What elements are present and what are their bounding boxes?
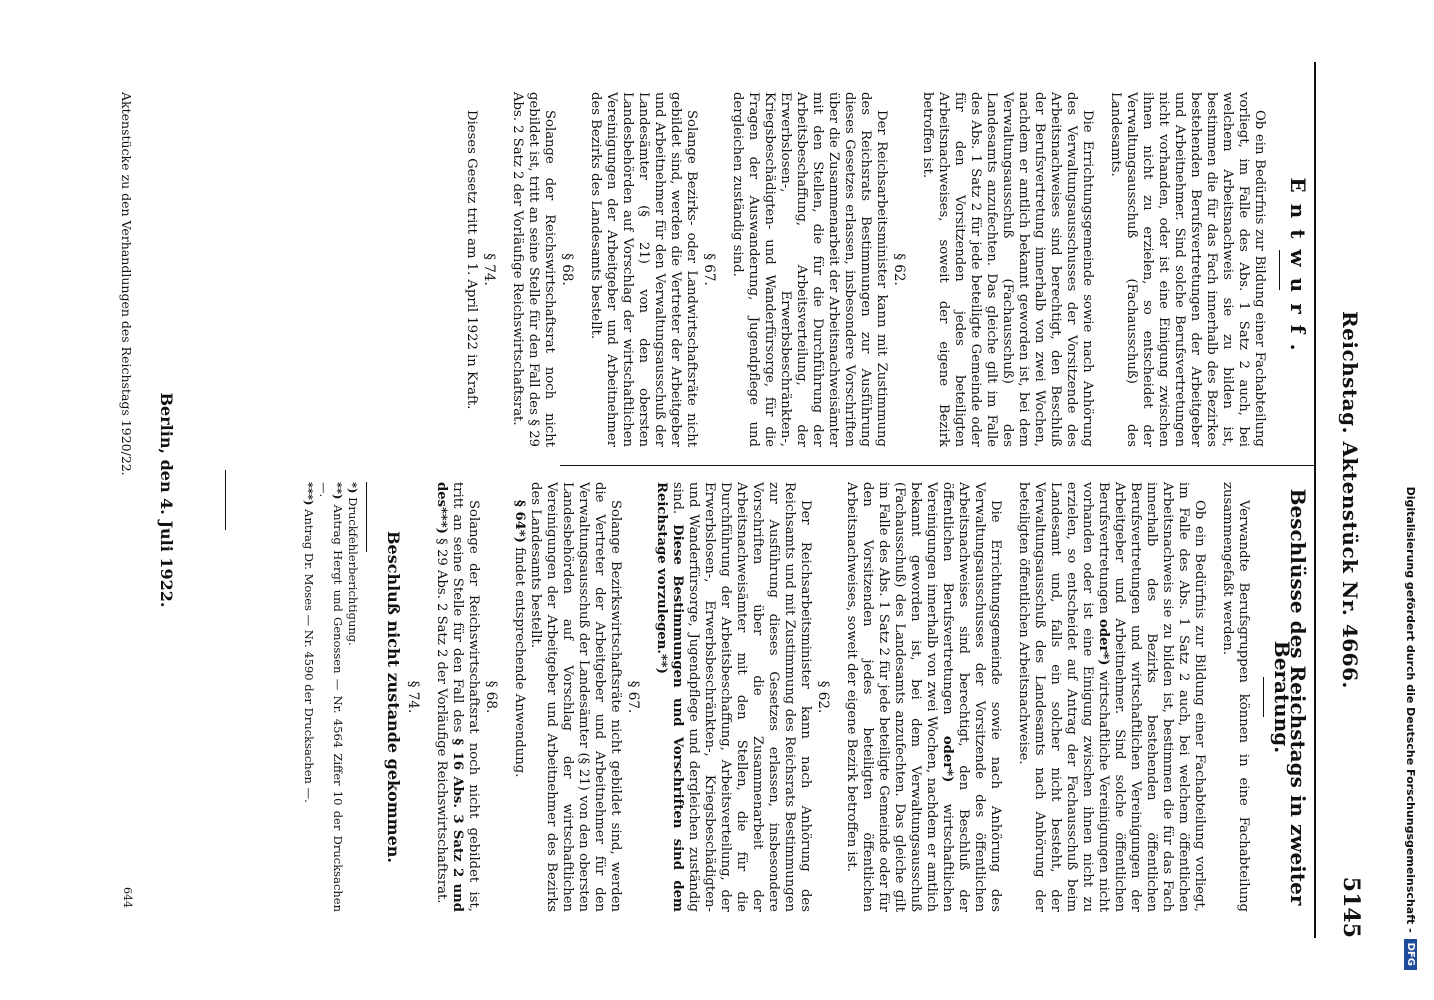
- page-number: 5145: [1338, 876, 1364, 938]
- resolutions-column: [301, 482, 1310, 912]
- heading-rule: [1263, 677, 1264, 717]
- footnote-rule: [366, 482, 367, 552]
- section-title: § 68.: [483, 680, 499, 714]
- text-run: Die Errichtungsgemeinde sowie nach Anhörung des Verwaltungsausschusses der Vorsitzende des öffentlichen Arbeitsnachweises sind berechtigt, den Beschluß der öffentlichen Berufsvertretungen: [940, 482, 1003, 912]
- text-run: Der Reichsarbeitsminister kann nach Anhörung des Reichsamts und mit Zustimmung des Reichsrats Bestimmungen zur Ausführung dieses Gesetzes erlassen, insbesondere Vorschriften über die Zusammenarbeit der Arbeitsnachweisämter mit den Stellen, die für die Durchführung der Arbeitsbeschaffung, Arbeitsverteilung, der Erwerbslosen-, Erwerbsbeschränkten-, Kriegsbeschädigten- und Wanderfürsorge, Jugendpflege und dergleichen zuständig sind.: [670, 482, 813, 912]
- digitization-note-text: [1395, 0, 1427, 1000]
- funding-text: Digitalisierung gefördert durch die Deutsche Forschungsgemeinschaft -: [1404, 486, 1418, 933]
- draft-paragraph: Ob ein Bedürfnis zur Bildung einer Fachabteilung vorliegt, im Falle des Abs. 1 Satz 2 auch, bei welchem Arbeitsnachweis sie zu bilden ist, bestimmen die für das Fach innerhalb des Bezirkes bestehenden Berufsvertretungen der Arbeitgeber und Arbeitnehmer. Sind solche Berufsvertretungen nicht vorhanden, oder ist eine Einigung zwischen ihnen nicht zu erzielen, so entscheidet der Verwaltungsausschuß (Fachausschuß) des Landesamts.: [1108, 92, 1267, 447]
- dfg-logo: DFG: [1405, 939, 1418, 970]
- footnote: ***) Antrag Dr. Moses — Nr. 4590 der Drucksachen —.: [302, 482, 316, 803]
- section-title: § 62.: [891, 253, 907, 286]
- footer-sheet-number: 644: [121, 887, 134, 908]
- draft-paragraph: Die Errichtungsgemeinde sowie nach Anhörung des Verwaltungsausschusses der Vorsitzende des Arbeitsnachweises sind berechtigt, den Beschluß der Berufsvertretung innerhalb von zwei Wochen, nachdem er amtlich bekannt geworden ist, bei dem Verwaltungsausschuß (Fachausschuß) des Landesamts anzufechten. Das gleiche gilt im Falle des Abs. 1 Satz 2 für jede beteiligte Gemeinde oder für den Vorsitzenden jedes beteiligten Arbeitsnachweises, soweit der eigene Bezirk betroffen ist.: [920, 92, 1095, 447]
- resolution-section-62: [653, 482, 813, 912]
- resolution-paragraph: [843, 482, 1003, 912]
- bold-run: § 16 Abs. 3 Satz 2 und des***): [434, 482, 465, 912]
- date-line: Berlin, den 4. Juli 1922.: [157, 392, 176, 608]
- text-run: § 29 Abs. 2 Satz 2 der Vorläufige Reichswirtschaftsrat.: [434, 538, 449, 904]
- section-title: § 67.: [625, 680, 641, 714]
- draft-heading: Entwurf.: [1286, 177, 1310, 362]
- resolution-paragraph: Verwandte Berufsgruppen können in eine Fachabteilung zusammengefaßt werden.: [1220, 482, 1251, 912]
- column-divider: [560, 465, 1314, 466]
- draft-section-67: Solange Bezirks- oder Landwirtschaftsräte nicht gebildet sind, werden die Vertreter der Arbeitgeber und Arbeitnehmer für den Verwaltungsausschuß der Landesämter (§ 21) von den obersten Landesbehörden auf Vorschlag der wirtschaftlichen Vereinigungen der Arbeitgeber und Arbeitnehmer des Bezirks des Landesamts bestellt.: [588, 92, 699, 447]
- draft-column: [451, 92, 1310, 447]
- resolution-section-67-addendum: [511, 482, 527, 912]
- running-head: Reichstag. Aktenstück Nr. 4666.: [1338, 311, 1362, 689]
- section-74-outcome: Beschluß nicht zustande gekommen.: [384, 531, 403, 863]
- bold-run: Diese Bestimmungen und Vorschriften sind dem Reichstage vorzulegen.**): [654, 482, 685, 912]
- footer-source: Aktenstücke zu den Verhandlungen des Reichstags 1920/22.: [119, 92, 134, 476]
- draft-section-68: Solange der Reichswirtschaftsrat noch nicht gebildet ist, tritt an seine Stelle für den Fall des § 29 Abs. 2 Satz 2 der Vorläufige Reichswirtschaftsrat.: [510, 92, 557, 447]
- text-run: wirtschaftliche Vereinigungen nicht vorhanden oder ist eine Einigung zwischen ihnen nicht zu erzielen, so entscheidet auf Antrag der Fachausschuß beim Landesamt und, falls ein solcher nicht besteht, der Verwaltungsausschuß des Landesamts nach Anhörung der beteiligten öffentlichen Arbeitsnachweise.: [1016, 482, 1111, 912]
- text-run: Solange der Reichswirtschaftsrat noch nicht gebildet ist, tritt an seine Stelle für den Fall des: [450, 482, 481, 912]
- bold-run: oder*): [1096, 619, 1111, 666]
- resolution-section-67: Solange Bezirkswirtschaftsräte nicht gebildet sind, werden die Vertreter der Arbeitgeber und Arbeitnehmer für den Verwaltungsausschuß der Landesämter (§ 21) von den obersten Landesbehörden auf Vorschlag der wirtschaftlichen Vereinigungen der Arbeitgeber und Arbeitnehmer des Bezirks des Landesamts bestellt.: [528, 482, 623, 912]
- section-title: § 74.: [481, 253, 497, 286]
- footnote: **) Antrag Hergt und Genossen — Nr. 4564 Ziffer 10 der Drucksachen —.: [317, 482, 345, 912]
- bold-run: § 64*): [512, 500, 527, 543]
- text-run: findet entsprechende Anwendung.: [512, 547, 527, 778]
- date-rule: [225, 470, 226, 530]
- section-title: § 67.: [701, 253, 717, 286]
- section-title: § 74.: [405, 680, 421, 714]
- draft-section-74: Dieses Gesetz tritt am 1. April 1922 in Kraft.: [464, 110, 479, 410]
- resolution-paragraph: [1015, 482, 1207, 912]
- bold-run: oder*): [940, 735, 955, 783]
- draft-section-62: Der Reichsarbeitsminister kann mit Zustimmung des Reichsrats Bestimmungen zur Ausführung dieses Gesetzes erlassen, insbesondere Vorschriften über die Zusammenarbeit der Arbeitsnachweisämter mit den Stellen, die für die Durchführung der Arbeitsbeschaffung, Arbeitsverteilung, der Erwerbslosen-, Erwerbsbeschränkten-, Kriegsbeschädigten- und Wanderfürsorge, für die Fragen der Auswanderung, Jugendpflege und dergleichen zuständig sind.: [730, 92, 889, 447]
- section-title: § 62.: [815, 680, 831, 714]
- digitization-note: [1395, 0, 1427, 1000]
- text-run: wirtschaftlichen Vereinigungen innerhalb von zwei Wochen, nachdem er amtlich bekannt geworden ist, bei dem Verwaltungsausschuß (Fachausschuß) des Landesamts anzufechten. Das gleiche gilt im Falle des Abs. 1 Satz 2 für jede beteiligte Gemeinde oder für den Vorsitzenden jedes beteiligten öffentlichen Arbeitsnachweises, soweit der eigene Bezirk betroffen ist.: [844, 482, 955, 912]
- page-header: [1314, 62, 1372, 938]
- heading-rule: [1279, 250, 1280, 290]
- page-footer: [104, 92, 134, 908]
- resolutions-heading: Beschlüsse des Reichstags in zweiter Beratung.: [1270, 488, 1310, 906]
- resolution-section-68: [433, 482, 481, 912]
- section-title: § 68.: [559, 253, 575, 286]
- text-run: Ob ein Bedürfnis zur Bildung einer Fachabteilung vorliegt, im Falle des Abs. 1 Satz 2 auch, bei welchem öffentlichen Arbeitsnachweis sie zu bilden ist, bestimmen die für das Fach innerhalb des Bezirks bestehenden öffentlichen Berufsvertretungen und wirtschaftlichen Vereinigungen der Arbeitgeber und Arbeitnehmer. Sind solche öffentlichen Berufsvertretungen: [1096, 482, 1207, 912]
- footnote: *) Druckfehlerberichtigung.: [346, 482, 360, 646]
